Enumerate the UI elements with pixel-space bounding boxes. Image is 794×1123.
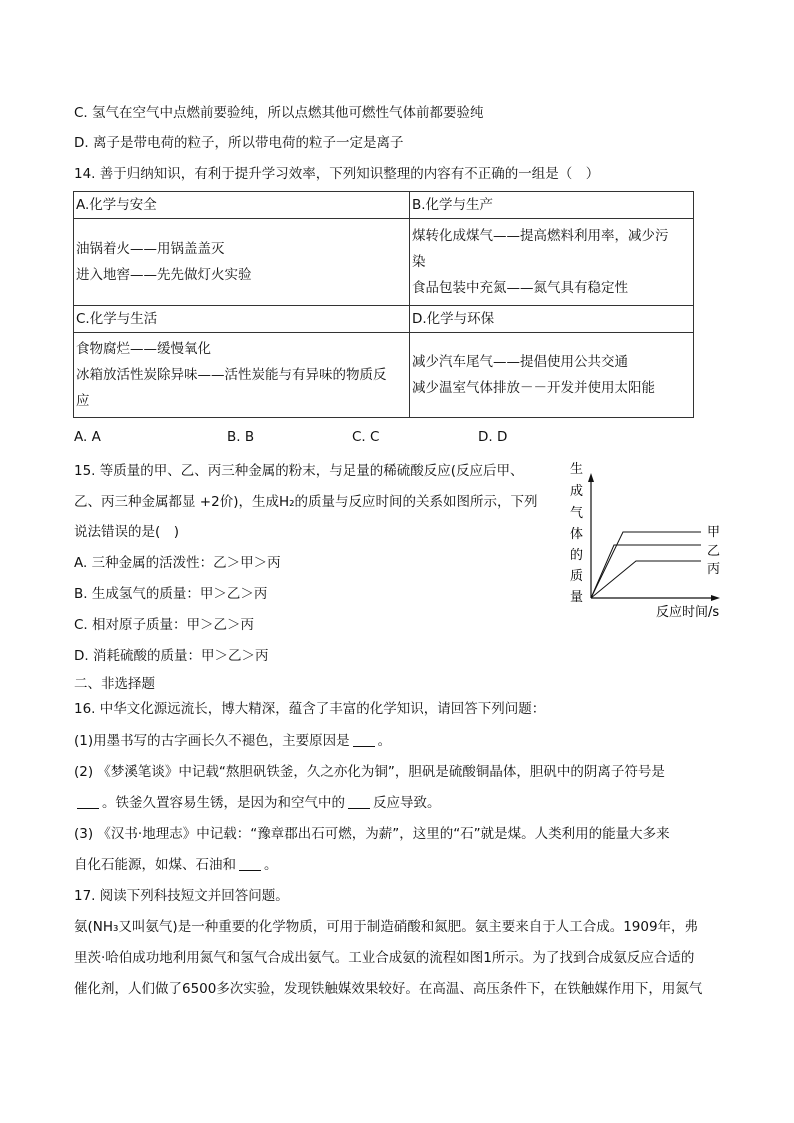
q15-stem-line2: 乙、丙三种金属都显 +2价)，生成H₂的质量与反应时间的关系如图所示，下列 — [74, 494, 538, 510]
q16-part3-line2 — [74, 856, 278, 874]
answer-blank[interactable] — [77, 796, 99, 809]
table-cell-b-title: B.化学与生产 — [410, 192, 694, 219]
q16-stem: 16. 中华文化源远流长，博大精深，蕴含了丰富的化学知识，请回答下列问题： — [74, 701, 546, 717]
table-a-line1: 油锅着火——用锅盖盖灭 — [76, 241, 225, 257]
q14-option-c: C. C — [352, 429, 380, 445]
series-label-bing: 丙 — [707, 562, 721, 577]
table-cell-a-title: A.化学与安全 — [74, 192, 410, 219]
q15-option-b: B. 生成氢气的质量：甲＞乙＞丙 — [74, 586, 268, 602]
series-label-yi: 乙 — [707, 544, 721, 559]
q17-passage-line2: 里茨·哈伯成功地利用氮气和氢气合成出氨气。工业合成氨的流程如图1所示。为了找到合成氨反应合适的 — [74, 950, 695, 966]
table-cell-d-content — [410, 333, 694, 418]
q14-stem: 14. 善于归纳知识，有利于提升学习效率，下列知识整理的内容有不正确的一组是（ ） — [74, 166, 600, 182]
q16-part1-text: (1)用墨书写的古字画长久不褪色，主要原因是 — [74, 733, 350, 749]
q16-part2-line1: (2) 《梦溪笔谈》中记载“熬胆矾铁釜，久之亦化为铜”，胆矾是硫酸铜晶体，胆矾中的阴离子符号是 — [74, 764, 665, 780]
table-d-line1: 减少汽车尾气——提倡使用公共交通 — [412, 354, 628, 370]
q14-option-d: D. D — [478, 429, 508, 445]
q16-part3-text: 自化石能源，如煤、石油和 — [74, 857, 236, 873]
y-axis-arrow — [588, 473, 594, 482]
q15-option-d: D. 消耗硫酸的质量：甲＞乙＞丙 — [74, 648, 269, 664]
series-yi-line — [591, 545, 701, 598]
q15-stem-line3: 说法错误的是( ) — [74, 524, 180, 540]
table-c-line1: 食物腐烂——缓慢氧化 — [76, 341, 211, 357]
y-label-char: 质 — [570, 569, 584, 584]
q16-part1 — [74, 732, 391, 750]
y-label-char: 生 — [570, 462, 584, 477]
series-label-jia: 甲 — [707, 525, 721, 540]
answer-blank[interactable] — [353, 734, 375, 747]
q15-option-c: C. 相对原子质量：甲＞乙＞丙 — [74, 617, 255, 633]
table-b-line3: 食品包装中充氮——氮气具有稳定性 — [412, 280, 628, 296]
table-cell-c-content — [74, 333, 410, 418]
section-heading: 二、非选择题 — [74, 676, 155, 692]
q13-option-d: D. 离子是带电荷的粒子，所以带电荷的粒子一定是离子 — [74, 135, 404, 151]
table-cell-a-content — [74, 219, 410, 306]
q14-option-a: A. A — [74, 429, 101, 445]
table-a-line2: 进入地窖——先先做灯火实验 — [76, 267, 252, 283]
table-b-line1: 煤转化成煤气——提高燃料利用率，减少污 — [412, 228, 669, 244]
table-cell-d-title: D.化学与环保 — [410, 306, 694, 333]
q17-passage-line1: 氨(NH₃又叫氨气)是一种重要的化学物质，可用于制造硝酸和氮肥。氨主要来自于人工合成。1909年，弗 — [74, 919, 699, 935]
q14-knowledge-table — [73, 191, 694, 418]
graph-y-label — [570, 461, 583, 605]
table-c-line3: 应 — [76, 393, 90, 409]
q15-hydrogen-mass-graph — [560, 455, 740, 625]
q14-option-b: B. B — [227, 429, 255, 445]
table-cell-c-title: C.化学与生活 — [74, 306, 410, 333]
y-label-char: 成 — [570, 484, 584, 499]
table-d-line2: 减少温室气体排放－－开发并使用太阳能 — [412, 380, 655, 396]
y-label-char: 体 — [570, 527, 584, 542]
y-label-char: 气 — [570, 506, 584, 521]
q15-option-a: A. 三种金属的活泼性：乙＞甲＞丙 — [74, 555, 281, 571]
q16-part3-line1: (3) 《汉书·地理志》中记载：“豫章郡出石可燃，为薪”，这里的“石”就是煤。人类利用的能量大多来 — [74, 826, 670, 842]
answer-blank[interactable] — [348, 796, 370, 809]
x-axis-arrow — [711, 595, 720, 601]
y-label-char: 的 — [570, 548, 584, 563]
q17-passage-line3: 催化剂，人们做了6500多次实验，发现铁触媒效果较好。在高温、高压条件下，在铁触媒作用下，用氮气 — [74, 981, 703, 997]
q17-stem: 17. 阅读下列科技短文并回答问题。 — [74, 888, 289, 904]
q15-stem-line1: 15. 等质量的甲、乙、丙三种金属的粉末，与足量的稀硫酸反应(反应后甲、 — [74, 463, 524, 479]
y-label-char: 量 — [570, 590, 584, 605]
x-axis-label: 反应时间/s — [656, 605, 720, 620]
series-jia-line — [591, 532, 701, 598]
q16-part2-end: 反应导致。 — [373, 795, 441, 811]
table-c-line2: 冰箱放活性炭除异味——活性炭能与有异味的物质反 — [76, 367, 387, 383]
q16-part3-end: 。 — [264, 857, 278, 873]
q16-part1-end: 。 — [377, 733, 392, 749]
answer-blank[interactable] — [239, 858, 261, 871]
table-cell-b-content — [410, 219, 694, 306]
table-b-line2: 染 — [412, 254, 426, 270]
series-bing-line — [591, 561, 701, 598]
q16-part2-line2 — [74, 794, 441, 812]
q13-option-c: C. 氢气在空气中点燃前要验纯，所以点燃其他可燃性气体前都要验纯 — [74, 105, 484, 121]
q16-part2-mid: 。铁釜久置容易生锈，是因为和空气中的 — [102, 795, 345, 811]
